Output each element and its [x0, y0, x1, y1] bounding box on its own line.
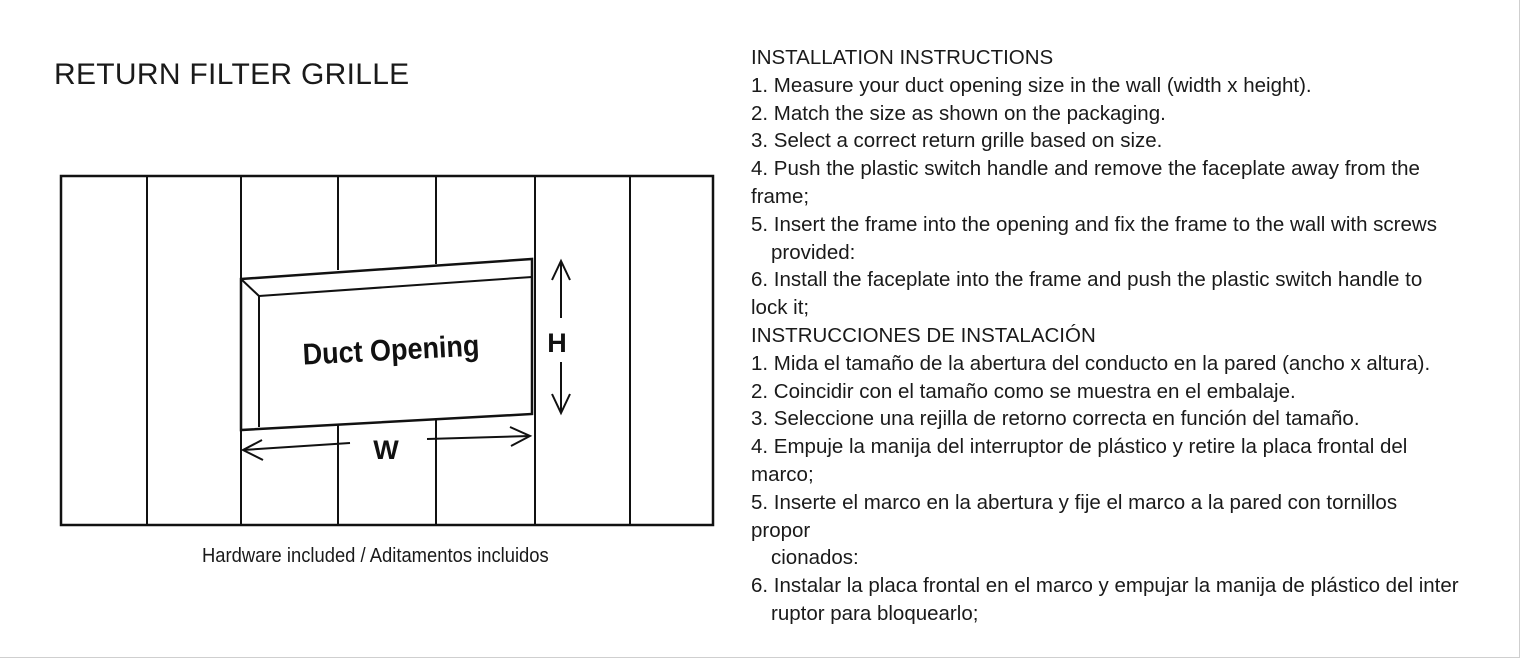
instruction-step: 1. Mida el tamaño de la abertura del conducto en la pared (ancho x altura). [751, 351, 1431, 375]
instruction-step-continued: cionados: [771, 546, 859, 570]
instruction-step: 4. Push the plastic switch handle and remove the faceplate away from the [751, 157, 1420, 181]
height-label: H [547, 328, 567, 358]
instructions-heading-en: INSTALLATION INSTRUCTIONS [751, 46, 1054, 69]
width-arrow [427, 436, 530, 439]
instruction-step: 3. Select a correct return grille based on size. [751, 129, 1163, 153]
instruction-step-continued: frame; [751, 184, 810, 208]
instructions-panel [751, 44, 1511, 628]
instruction-step-continued: propor [751, 518, 811, 542]
instruction-step: 4. Empuje la manija del interruptor de plástico y retire la placa frontal del [751, 435, 1408, 459]
hardware-caption: Hardware included / Aditamentos incluidos [202, 545, 549, 567]
width-arrow [243, 443, 350, 450]
instruction-step-continued: marco; [751, 462, 814, 486]
instruction-step: 5. Insert the frame into the opening and fix the frame to the wall with screws [751, 212, 1437, 236]
width-label: W [373, 435, 399, 465]
instruction-step: 6. Instalar la placa frontal en el marco y empujar la manija de plástico del inter [751, 574, 1459, 598]
instruction-step: 3. Seleccione una rejilla de retorno correcta en función del tamaño. [751, 407, 1360, 431]
instruction-step: 1. Measure your duct opening size in the wall (width x height). [751, 73, 1312, 97]
instruction-step-continued: lock it; [751, 296, 810, 320]
instruction-step: 6. Install the faceplate into the frame and push the plastic switch handle to [751, 268, 1423, 292]
duct-opening-label: Duct Opening [301, 329, 481, 372]
instruction-step-continued: provided: [771, 240, 856, 264]
duct-diagram [0, 0, 760, 560]
instruction-step: 2. Coincidir con el tamaño como se muestra en el embalaje. [751, 379, 1296, 403]
instructions-heading-es: INSTRUCCIONES DE INSTALACIÓN [751, 323, 1096, 347]
page-title: RETURN FILTER GRILLE [54, 58, 410, 91]
instruction-step: 2. Match the size as shown on the packaging. [751, 101, 1166, 125]
instruction-step: 5. Inserte el marco en la abertura y fije el marco a la pared con tornillos [751, 490, 1398, 514]
instruction-step-continued: ruptor para bloquearlo; [771, 601, 979, 625]
